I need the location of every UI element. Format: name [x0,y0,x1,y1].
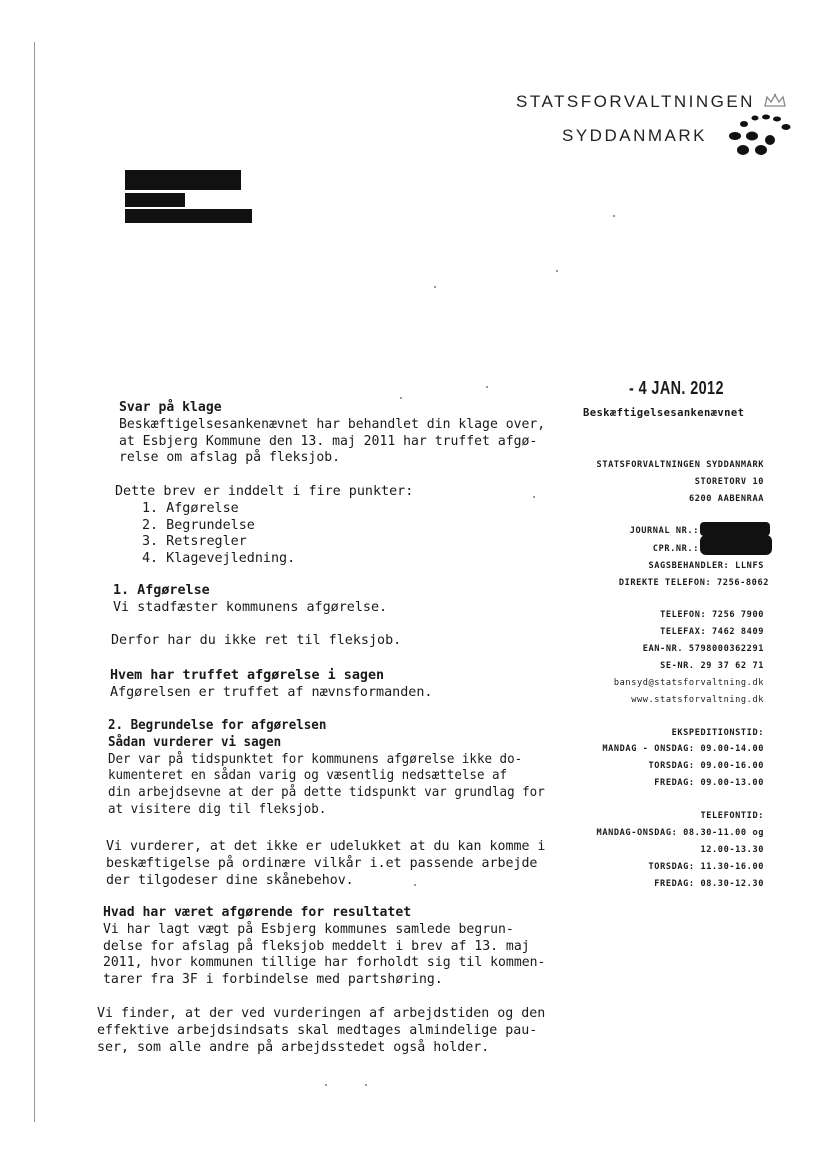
para3-line: tarer fra 3F i forbindelse med partshøring. [103,972,443,988]
org-name-line2: SYDDANMARK [562,126,707,145]
address-org: STATSFORVALTNINGEN SYDDANMARK [596,460,764,470]
office-hours-title: EKSPEDITIONSTID: [671,728,764,738]
section2-title: 2. Begrundelse for afgørelsen [108,718,327,733]
section2-block [108,718,545,819]
para4-line: Vi finder, at der ved vurderingen af arbejdstiden og den [97,1006,546,1021]
para2-line: der tilgodeser dine skånebehov. [106,872,354,888]
who-text: Afgørelsen er truffet af nævnsformanden. [110,684,433,700]
website: www.statsforvaltning.dk [631,695,764,705]
address-street: STORETORV 10 [694,477,764,487]
redacted-cpr-number [700,535,772,555]
direct-phone-line [619,578,769,588]
left-margin-line [34,42,35,1122]
para3-line: delse for afslag på fleksjob meddelt i brev af 13. maj [103,938,530,954]
direct-phone-label: DIREKTE TELEFON: [618,578,712,588]
email-address: bansyd@statsforvaltning.dk [613,678,764,688]
caseworker-line [649,561,765,571]
redacted-address-block [125,209,252,223]
scan-speck [486,386,488,388]
section1-conclusion: Derfor har du ikke ret til fleksjob. [111,633,402,648]
points-intro: Dette brev er inddelt i fire punkter: [115,484,414,499]
letter-subject: Svar på klage [119,400,222,415]
cpr-label: CPR.NR.: [652,544,699,554]
para1-line: din arbejdsevne at der på dette tidspunkt var grundlag for [108,785,545,801]
redacted-address-block [125,193,185,207]
board-name: Beskæftigelsesankenævnet [583,407,745,419]
letter-intro-block [119,400,545,467]
who-block [110,668,432,702]
section2-subtitle: Sådan vurderer vi sagen [108,734,282,750]
section1-block [113,583,387,617]
who-title: Hvem har truffet afgørelse i sagen [110,668,385,683]
intro-line: at Esbjerg Kommune den 13. maj 2011 har truffet afgø- [119,433,538,449]
section1-title: 1. Afgørelse [113,583,210,598]
para2-line: Vi vurderer, at det ikke er udelukket at du kan komme i [106,839,546,854]
office-hours-line: MANDAG - ONSDAG: 09.00-14.00 [602,744,764,754]
caseworker-label: SAGSBEHANDLER: [648,561,730,571]
fax-number: TELEFAX: 7462 8409 [660,627,764,637]
office-hours-line: TORSDAG: 09.00-16.00 [648,761,764,771]
crown-logo-icon [762,92,788,110]
point-item: 1. Afgørelse [142,500,239,516]
para1-line: Der var på tidspunktet for kommunens afgørelse ikke do- [108,751,523,767]
phone-hours-title: TELEFONTID: [700,811,764,821]
scan-speck [556,270,558,272]
scan-speck [414,884,416,886]
point-item: 3. Retsregler [142,534,247,550]
phone-hours-line: MANDAG-ONSDAG: 08.30-11.00 og [596,828,764,838]
para4-block [97,1006,545,1056]
address-city: 6200 AABENRAA [688,494,764,504]
phone-number: TELEFON: 7256 7900 [660,610,764,620]
redacted-address-block [125,170,241,190]
scan-speck [434,286,436,288]
para4-line: effektive arbejdsindsats skal medtages almindelige pau- [97,1022,538,1038]
point-item: 4. Klagevejledning. [142,551,296,567]
se-number: SE-NR. 29 37 62 71 [660,661,764,671]
caseworker-value: LLNFS [735,561,764,571]
para3-line: Vi har lagt vægt på Esbjerg kommunes samlede begrun- [103,921,514,937]
para1-line: at visitere dig til fleksjob. [108,801,327,817]
redacted-journal-number [700,522,770,536]
scan-speck [325,1084,327,1086]
para3-line: 2011, hvor kommunen tillige har forholdt sig til kommen- [103,955,546,971]
para4-line: ser, som alle andre på arbejdsstedet også holder. [97,1039,490,1055]
para2-block [106,839,545,889]
scan-speck [365,1084,367,1086]
scan-speck [400,397,402,399]
points-block [115,484,413,568]
ean-number: EAN-NR. 5798000362291 [642,644,764,654]
section1-text: Vi stadfæster kommunens afgørelse. [113,599,388,615]
phone-hours-line: 12.00-13.30 [700,845,764,855]
para2-line: beskæftigelse på ordinære vilkår i.et passende arbejde [106,855,538,871]
journal-label: JOURNAL NR.: [629,526,699,536]
decisive-block [103,905,545,989]
decisive-title: Hvad har været afgørende for resultatet [103,905,412,920]
phone-hours-line: FREDAG: 08.30-12.30 [654,879,764,889]
para1-line: kumenteret en sådan varig og væsentlig nedsættelse af [108,768,508,784]
phone-hours-line: TORSDAG: 11.30-16.00 [648,862,764,872]
org-name-line1: STATSFORVALTNINGEN [516,92,755,111]
dots-logo-icon [722,110,792,160]
office-hours-line: FREDAG: 09.00-13.00 [654,778,764,788]
intro-line: Beskæftigelsesankenævnet har behandlet din klage over, [119,416,546,432]
direct-phone-value: 7256-8062 [717,578,769,588]
date-stamp: - 4 JAN. 2012 [629,378,724,398]
scan-speck [613,215,615,217]
point-item: 2. Begrundelse [142,517,255,533]
scan-speck [533,496,535,498]
intro-line: relse om afslag på fleksjob. [119,450,340,466]
